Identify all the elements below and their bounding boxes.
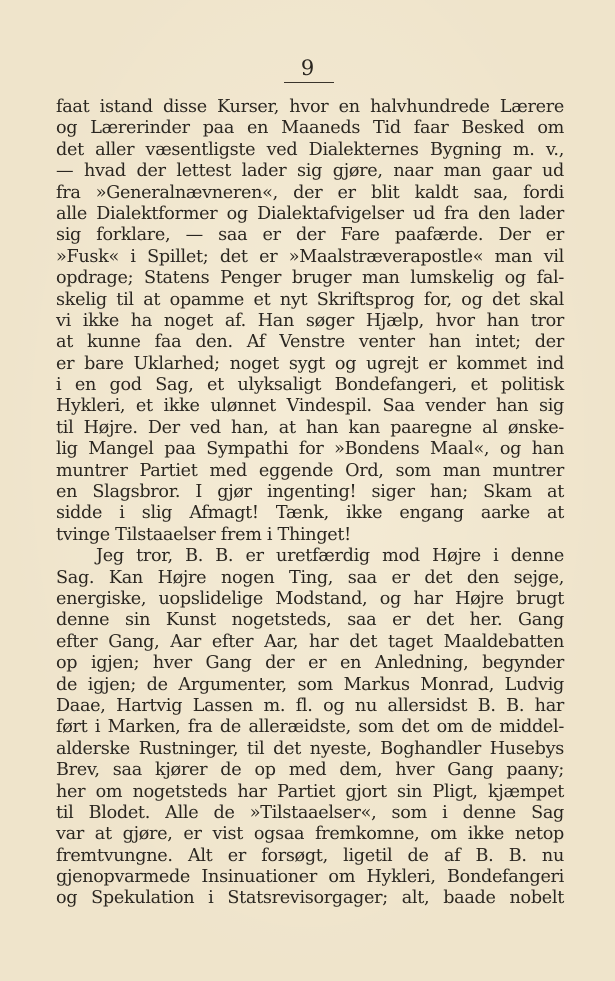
text-line: Sag. Kan Højre nogen Ting, saa er det den sejge, — [56, 567, 564, 588]
text-line: ført i Marken, fra de alleræidste, som det om de middel- — [56, 717, 564, 738]
text-line: her om nogetsteds har Partiet gjort sin Pligt, kjæmpet — [56, 781, 564, 802]
text-line: energiske, uopslidelige Modstand, og har Højre brugt — [56, 588, 564, 609]
text-line: en Slagsbror. I gjør ingenting! siger han; Skam at — [56, 482, 564, 503]
page-number: 9 — [300, 56, 315, 80]
text-line: sig forklare, — saa er der Fare paafærde. Der er — [56, 225, 564, 246]
page-number-rule — [284, 82, 334, 83]
text-line: til Højre. Der ved han, at han kan paaregne al ønske- — [56, 417, 564, 438]
text-line: det aller væsentligste ved Dialekternes Bygning m. v., — [56, 139, 564, 160]
text-line: efter Gang, Aar efter Aar, har det taget Maaldebatten — [56, 631, 564, 652]
text-line: i en god Sag, et ulyksaligt Bondefangeri, et politisk — [56, 375, 564, 396]
text-line: opdrage; Statens Penger bruger man lumskelig og fal- — [56, 268, 564, 289]
text-line: skelig til at opamme et nyt Skriftsprog for, og det skal — [56, 289, 564, 310]
text-line: er bare Uklarhed; noget sygt og ugrejt er kommet ind — [56, 353, 564, 374]
text-line: vi ikke ha noget af. Han søger Hjælp, hvor han tror — [56, 310, 564, 331]
text-line: og Spekulation i Statsrevisorgager; alt, baade nobelt — [56, 888, 564, 909]
text-line: »Fusk« i Spillet; det er »Maalstræverapostle« man vil — [56, 246, 564, 267]
text-line: alderske Rustninger, til det nyeste, Boghandler Husebys — [56, 738, 564, 759]
body-text — [56, 97, 564, 910]
text-line: op igjen; hver Gang der er en Anledning, begynder — [56, 653, 564, 674]
text-line: denne sin Kunst nogetsteds, saa er det her. Gang — [56, 610, 564, 631]
text-line: til Blodet. Alle de »Tilstaaelser«, som i denne Sag — [56, 802, 564, 823]
text-line: at kunne faa den. Af Venstre venter han intet; der — [56, 332, 564, 353]
text-line: fra »Generalnævneren«, der er blit kaldt saa, fordi — [56, 182, 564, 203]
text-line: var at gjøre, er vist ogsaa fremkomne, om ikke netop — [56, 824, 564, 845]
text-line: alle Dialektformer og Dialektafvigelser ud fra den lader — [56, 203, 564, 224]
text-line: og Lærerinder paa en Maaneds Tid faar Besked om — [56, 118, 564, 139]
text-line: gjenopvarmede Insinuationer om Hykleri, Bondefangeri — [56, 867, 564, 888]
text-line: lig Mangel paa Sympathi for »Bondens Maal«, og han — [56, 439, 564, 460]
text-line: Brev, saa kjører de op med dem, hver Gang paany; — [56, 760, 564, 781]
text-line: sidde i slig Afmagt! Tænk, ikke engang aarke at — [56, 503, 564, 524]
text-line: muntrer Partiet med eggende Ord, som man muntrer — [56, 460, 564, 481]
text-line: tvinge Tilstaaelser frem i Thinget! — [56, 524, 351, 545]
text-line: de igjen; de Argumenter, som Markus Monrad, Ludvig — [56, 674, 564, 695]
text-line: faat istand disse Kurser, hvor en halvhundrede Lærere — [56, 97, 564, 117]
text-line: Daae, Hartvig Lassen m. fl. og nu allersidst B. B. har — [56, 695, 564, 716]
text-line: Hykleri, et ikke ulønnet Vindespil. Saa vender han sig — [56, 396, 564, 417]
text-line: Jeg tror, B. B. er uretfærdig mod Højre i denne — [96, 546, 564, 567]
text-line: — hvad der lettest lader sig gjøre, naar man gaar ud — [56, 161, 564, 182]
text-line: fremtvungne. Alt er forsøgt, ligetil de af B. B. nu — [56, 845, 564, 866]
